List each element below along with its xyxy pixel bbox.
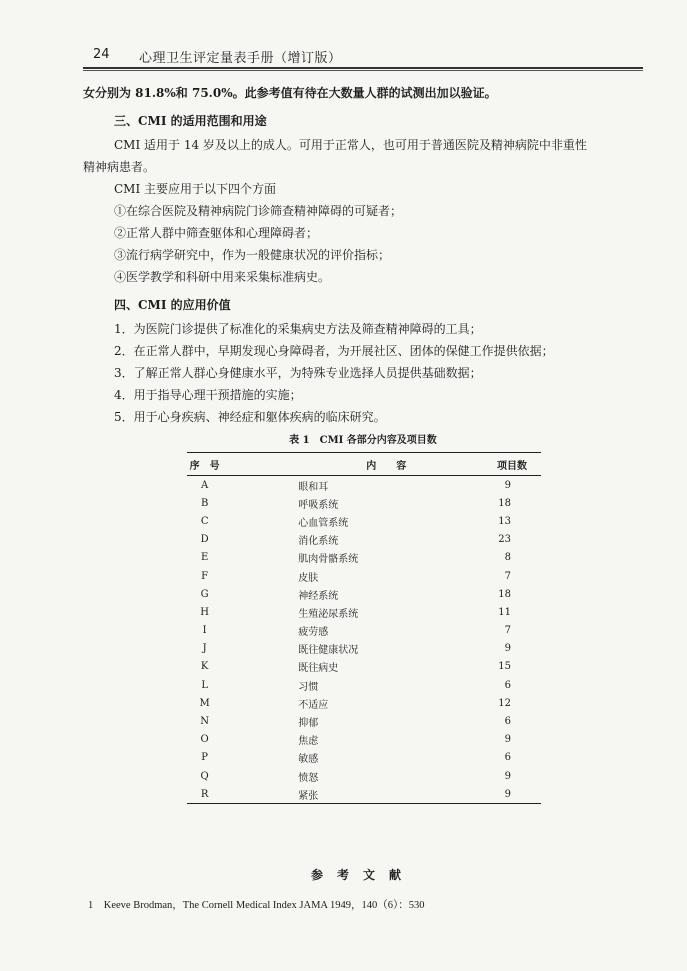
row-content: 皮肤: [298, 572, 319, 584]
row-item-count: 9: [504, 479, 511, 491]
row-code: K: [200, 661, 209, 673]
row-item-count: 13: [498, 515, 511, 527]
section3-list-item: ②正常人群中筛查躯体和心理障碍者；: [114, 226, 319, 240]
row-code: J: [202, 643, 207, 655]
row-code: G: [200, 588, 209, 600]
row-content: 生殖泌尿系统: [298, 608, 359, 620]
table-row: [187, 749, 541, 767]
row-code: C: [200, 515, 209, 527]
row-item-count: 12: [498, 697, 511, 709]
section3-list-item: ④医学教学和科研中用来采集标准病史。: [114, 270, 331, 284]
row-code: B: [200, 497, 209, 509]
section4-list-item: 3．了解正常人群心身健康水平，为特殊专业选择人员提供基础数据；: [114, 366, 482, 380]
row-content: 既往病史: [298, 663, 339, 675]
section3-heading: 三、CMI 的适用范围和用途: [114, 114, 267, 128]
section3-paragraph-2: CMI 主要应用于以下四个方面: [114, 182, 277, 196]
table-caption: 表 1 CMI 各部分内容及项目数: [289, 435, 437, 446]
row-content: 呼吸系统: [298, 499, 339, 511]
row-code: M: [199, 697, 210, 709]
table-row: [187, 585, 541, 603]
row-code: H: [200, 606, 210, 618]
row-content: 既往健康状况: [298, 645, 359, 657]
row-code: E: [200, 552, 209, 564]
table-row: [187, 549, 541, 567]
table-row: [187, 603, 541, 621]
table-row: [187, 622, 541, 640]
header-rule: [83, 67, 643, 71]
table-row: [187, 512, 541, 530]
row-item-count: 18: [498, 497, 511, 509]
table-row: [187, 785, 541, 804]
section4-list-item: 1．为医院门诊提供了标准化的采集病史方法及筛查精神障碍的工具；: [114, 322, 482, 336]
row-content: 心血管系统: [298, 517, 349, 529]
table-row: [187, 494, 541, 512]
row-item-count: 7: [504, 625, 511, 637]
intro-paragraph: 女分别为 81.8%和 75.0%。此参考值有待在大数量人群的试测出加以验证。: [83, 86, 497, 100]
row-code: Q: [200, 770, 209, 782]
row-content: 抑郁: [298, 718, 319, 730]
row-item-count: 6: [504, 752, 511, 764]
row-item-count: 8: [504, 552, 511, 564]
section3-list-item: ③流行病学研究中，作为一般健康状况的评价指标；: [114, 248, 391, 262]
table-row: [187, 731, 541, 749]
row-content: 肌肉骨骼系统: [298, 554, 359, 566]
column-header-number: 序 号: [187, 453, 222, 476]
row-content: 敏感: [298, 754, 319, 766]
row-item-count: 7: [504, 570, 511, 582]
row-code: O: [200, 734, 209, 746]
column-header-item-count: 项目数: [465, 453, 541, 476]
section3-paragraph-line1: CMI 适用于 14 岁及以上的成人。可用于正常人，也可用于普通医院及精神病院中非重性: [114, 138, 587, 152]
row-content: 紧张: [222, 785, 464, 804]
row-code: I: [202, 625, 207, 637]
table-row: [187, 531, 541, 549]
column-header-content: 内 容: [222, 453, 464, 476]
table-header-row: [187, 453, 541, 476]
row-item-count: 18: [498, 588, 511, 600]
table-row: [187, 640, 541, 658]
table-row: [187, 712, 541, 730]
row-item-count: 6: [504, 716, 511, 728]
row-content: 焦虑: [298, 736, 319, 748]
table-row: [187, 676, 541, 694]
section4-list-item: 4．用于指导心理干预措施的实施；: [114, 388, 302, 402]
row-content: 不适应: [298, 699, 329, 711]
row-code: D: [200, 534, 209, 546]
row-item-count: 11: [498, 606, 511, 618]
row-content: 愤怒: [298, 772, 319, 784]
table-row: [187, 694, 541, 712]
row-content: 消化系统: [298, 536, 339, 548]
row-item-count: 9: [504, 770, 511, 782]
table-row: [187, 476, 541, 495]
section4-heading: 四、CMI 的应用价值: [114, 298, 231, 312]
row-content: 疲劳感: [298, 627, 329, 639]
row-item-count: 9: [504, 643, 511, 655]
row-code: R: [187, 785, 222, 804]
running-header: [83, 43, 643, 67]
row-code: P: [201, 752, 209, 764]
row-item-count: 9: [465, 785, 541, 804]
section3-paragraph-line2: 精神病患者。: [83, 160, 156, 174]
table-row: [187, 567, 541, 585]
row-content: 习惯: [298, 681, 319, 693]
row-code: N: [200, 716, 210, 728]
row-content: 神经系统: [298, 590, 339, 602]
row-code: L: [201, 679, 208, 691]
references-heading: 参考文献: [310, 868, 415, 882]
row-item-count: 9: [504, 734, 511, 746]
reference-item: 1 Keeve Brodman，The Cornell Medical Index JAMA 1949，140（6）：530: [88, 900, 425, 911]
row-item-count: 15: [498, 661, 511, 673]
book-title: 心理卫生评定量表手册（增订版）: [139, 51, 342, 66]
row-item-count: 23: [498, 534, 511, 546]
row-code: A: [201, 479, 209, 491]
page-number: 24: [93, 47, 110, 62]
table-row: [187, 767, 541, 785]
row-code: F: [201, 570, 209, 582]
row-content: 眼和耳: [298, 481, 329, 493]
row-item-count: 6: [504, 679, 511, 691]
table-row: [187, 658, 541, 676]
cmi-table: [187, 452, 541, 804]
section4-list-item: 2．在正常人群中，早期发现心身障碍者，为开展社区、团体的保健工作提供依据；: [114, 344, 554, 358]
section3-list-item: ①在综合医院及精神病院门诊筛查精神障碍的可疑者；: [114, 204, 403, 218]
section4-list-item: 5．用于心身疾病、神经症和躯体疾病的临床研究。: [114, 410, 386, 424]
